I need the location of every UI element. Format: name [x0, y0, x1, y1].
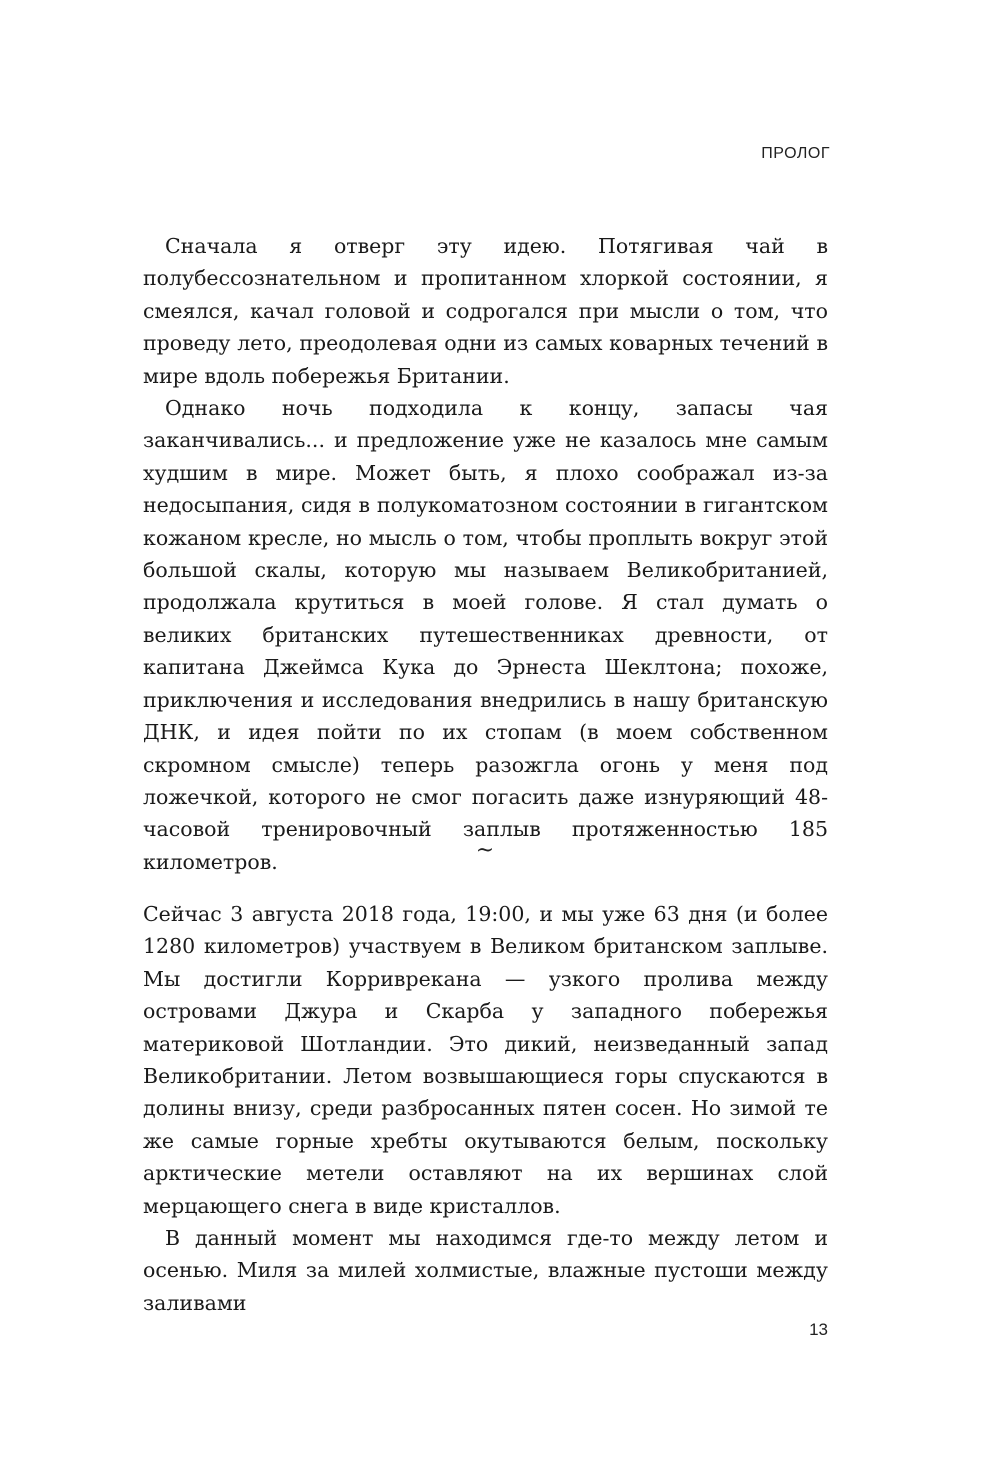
running-head: ПРОЛОГ: [761, 145, 830, 162]
section-2-text: [143, 898, 828, 1319]
page-number: 13: [809, 1320, 828, 1339]
paragraph-2: Однако ночь подходила к концу, запасы чая заканчивались... и предложение уже не казалось мне самым худшим в мире. Может быть, я плохо соображал из-за недосыпания, сидя в полукоматозном состоянии в гигантском кожаном кресле, но мысль о том, чтобы проплыть вокруг этой большой скалы, которую мы называем Великобританией, продолжала крутиться в моей голове. Я стал думать о великих британских путешественниках древности, от капитана Джеймса Кука до Эрнеста Шеклтона; похоже, приключения и исследования внедрились в нашу британскую ДНК, и идея пойти по их стопам (в моем собственном скромном смысле) теперь разожгла огонь у меня под ложечкой, которого не смог погасить даже изнуряющий 48-часовой тренировочный заплыв протяженностью 185 километров.: [143, 396, 828, 874]
paragraph-4: В данный момент мы находимся где-то между летом и осенью. Миля за милей холмистые, влажные пустоши между заливами: [143, 1226, 828, 1315]
section-separator: ~: [475, 838, 495, 863]
paragraph-1: Сначала я отверг эту идею. Потягивая чай в полубессознательном и пропитанном хлоркой состоянии, я смеялся, качал головой и содрогался при мысли о том, что проведу лето, преодолевая одни из самых коварных течений в мире вдоль побережья Британии.: [143, 234, 828, 388]
paragraph-3: Сейчас 3 августа 2018 года, 19:00, и мы уже 63 дня (и более 1280 километров) участвуем в Великом британском заплыве. Мы достигли Корриврекана — узкого пролива между островами Джура и Скарба у западного побережья материковой Шотландии. Это дикий, неизведанный запад Великобритании. Летом возвышающиеся горы спускаются в долины внизу, среди разбросанных пятен сосен. Но зимой те же самые горные хребты окутываются белым, поскольку арктические метели оставляют на их вершинах слой мерцающего снега в виде кристаллов.: [143, 902, 828, 1218]
section-1-text: [143, 230, 828, 878]
